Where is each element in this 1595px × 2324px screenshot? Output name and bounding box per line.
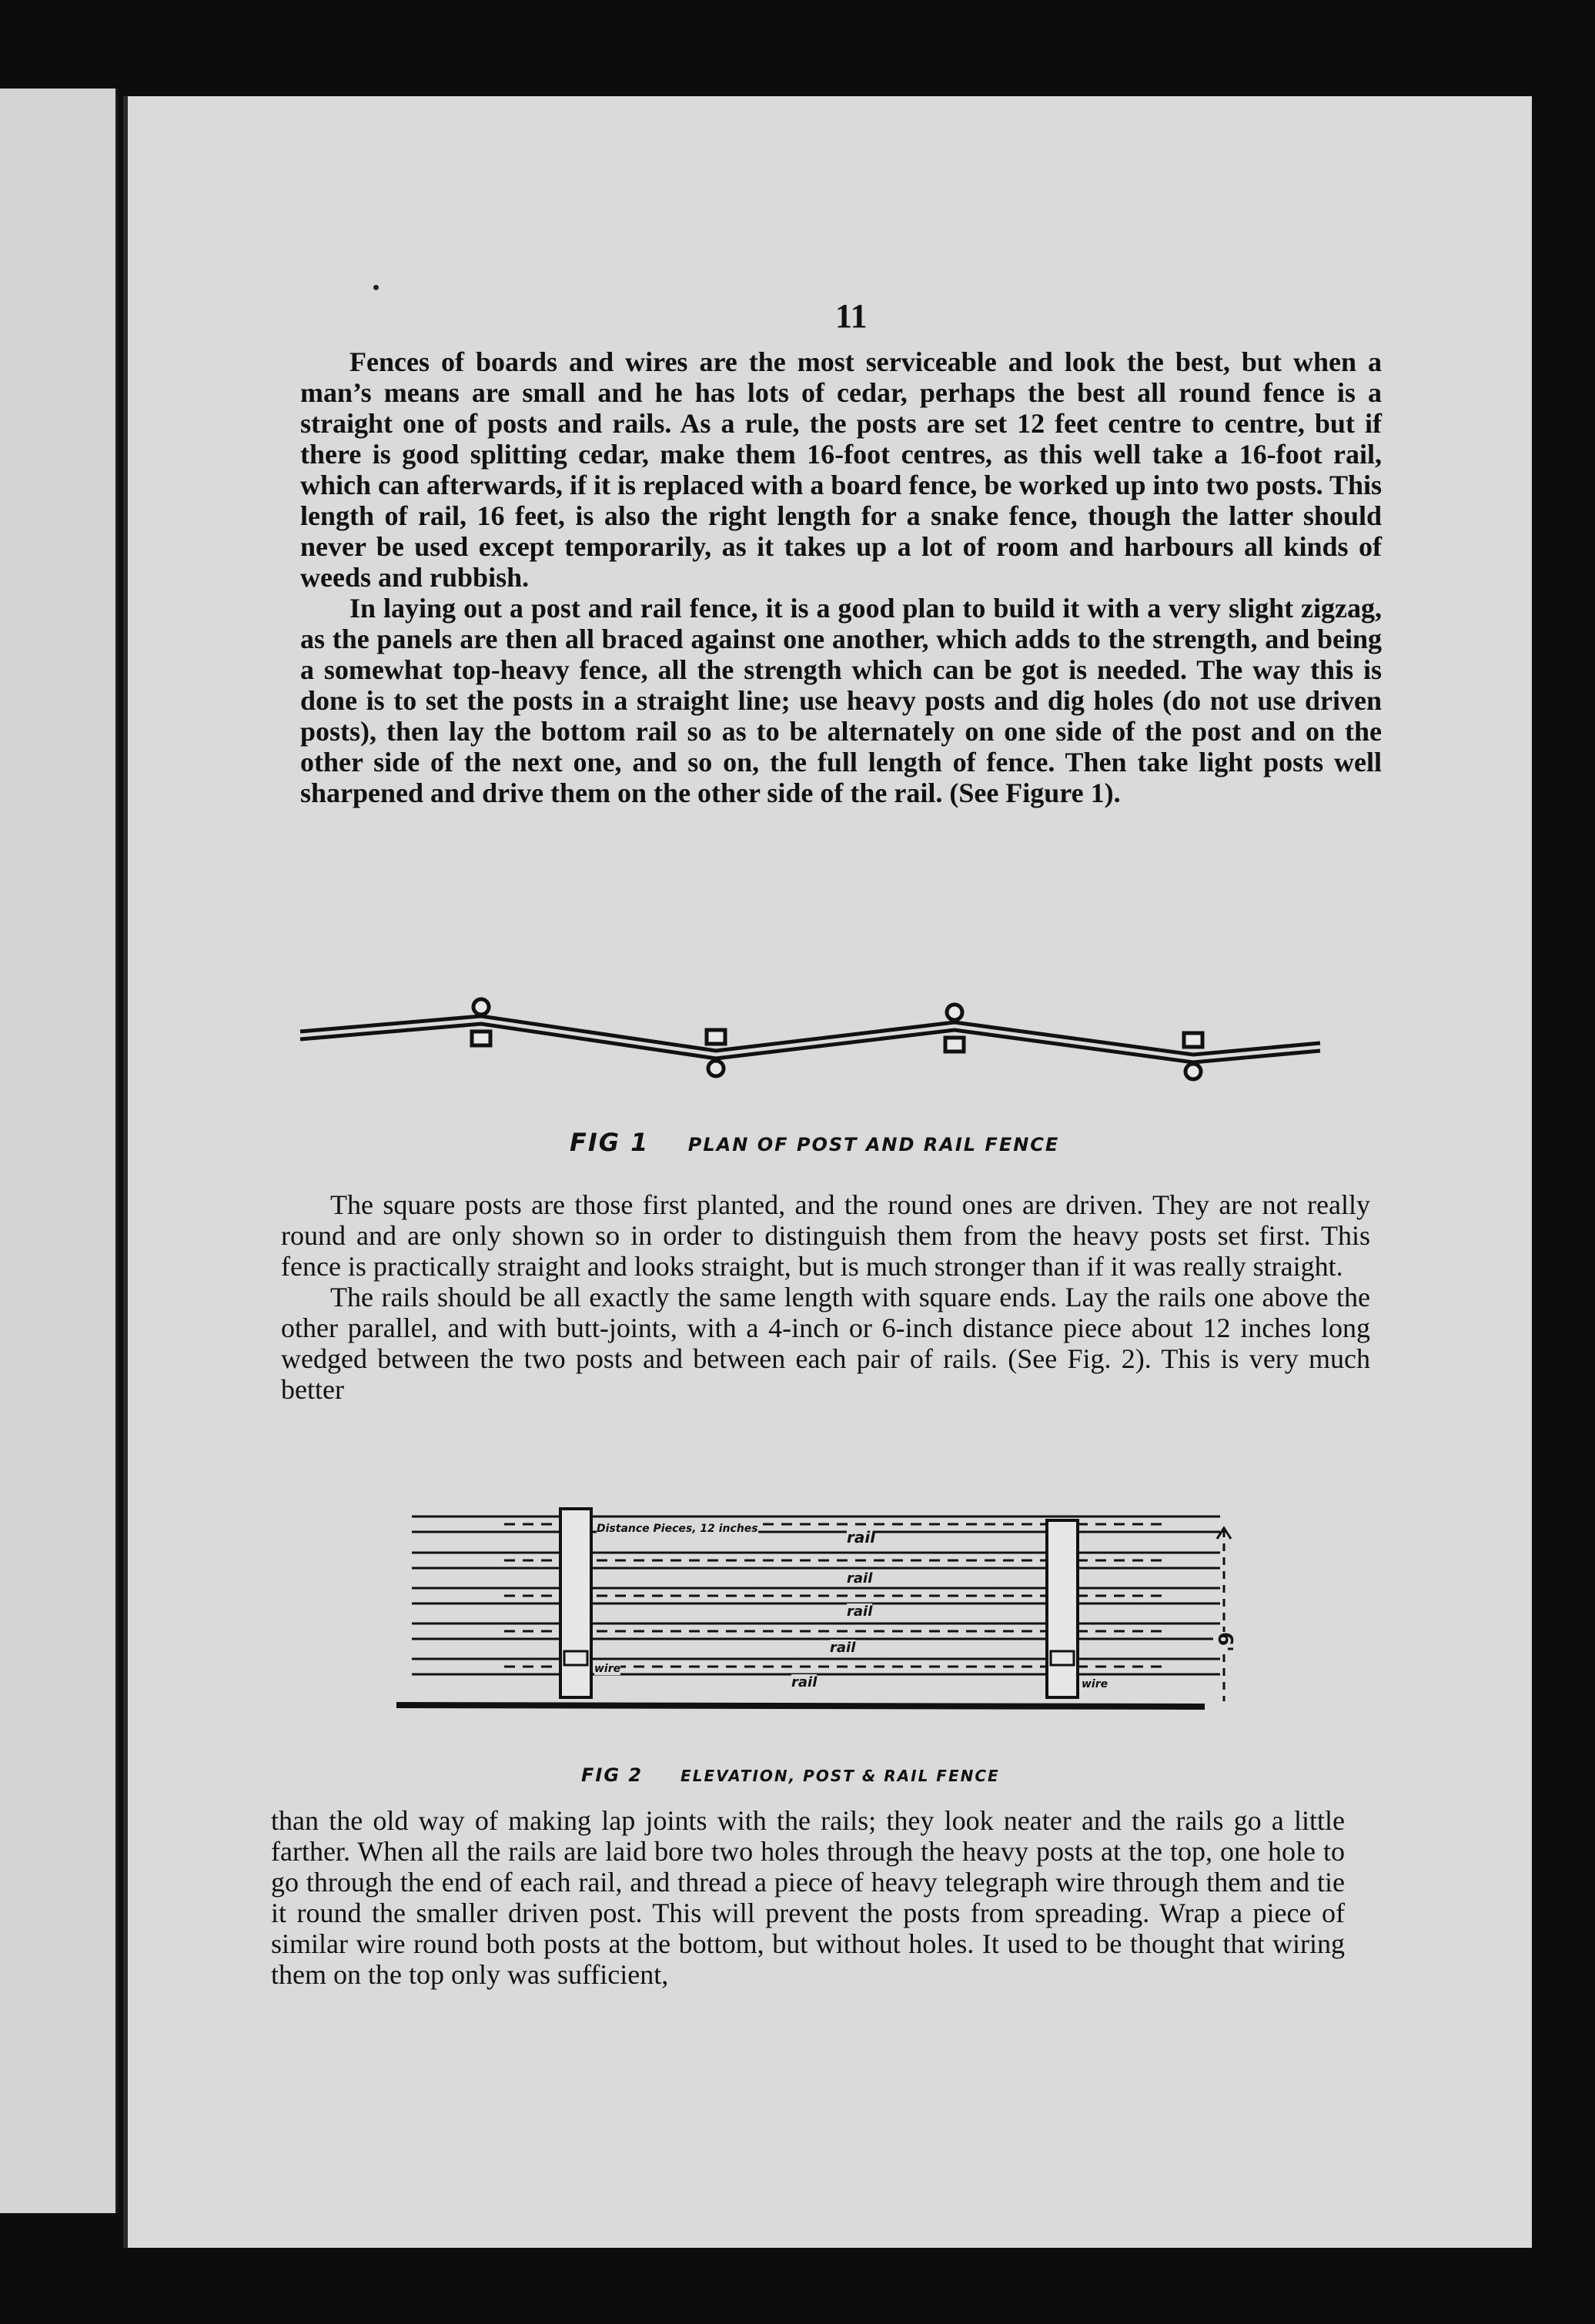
paragraph: The square posts are those first planted, and the round ones are driven. They are not really round and are only shown so in order to distinguish them from the heavy posts set first. This fence is practically straight and looks straight, but is much stronger than if it was really straight. (281, 1189, 1370, 1282)
figure-1-plan-drawing (296, 993, 1336, 1101)
paragraph: In laying out a post and rail fence, it is a good plan to build it with a very slight zigzag, as the panels are then all braced against one another, which adds to the strength, and being a somewhat top-heavy fence, all the strength which can be got is needed. The way this is done is to set the posts in a straight line; use heavy posts and dig holes (do not use driven posts), then lay the bottom rail so as to be alternately on one side of the post and on the other side of the next one, and so on, the full length of fence. Then take light posts well sharpened and drive them on the other side of the rail. (See Figure 1). (300, 593, 1382, 808)
rail-label: rail (847, 1603, 873, 1620)
text-block-middle (281, 1189, 1370, 1405)
ink-speck (373, 285, 379, 290)
figure-2-id: FIG 2 (581, 1764, 644, 1786)
figure-2-title: ELEVATION, POST & RAIL FENCE (680, 1767, 1000, 1785)
rail-label: rail (847, 1528, 876, 1547)
wire-label-left: wire (594, 1663, 621, 1675)
text-block-bottom (271, 1805, 1345, 1990)
figure-1-caption (570, 1128, 1073, 1157)
text-block-top (300, 346, 1382, 808)
paragraph: The rails should be all exactly the same length with square ends. Lay the rails one above the other parallel, and with butt-joints, with a 4-inch or 6-inch distance piece about 12 inches long wedged between the two posts and between each pair of rails. (See Fig. 2). This is very much better (281, 1282, 1370, 1405)
figure-1-id: FIG 1 (570, 1128, 650, 1157)
rail-label: rail (791, 1674, 818, 1690)
rail-label: rail (847, 1570, 873, 1587)
facing-page-edge (0, 89, 119, 2213)
figure-2-elevation-drawing (396, 1505, 1259, 1744)
page-number: 11 (835, 297, 868, 335)
height-label: 6' (1213, 1631, 1237, 1653)
paragraph: than the old way of making lap joints with the rails; they look neater and the rails go a little farther. When all the rails are laid bore two holes through the heavy posts at the top, one hole to go through the end of each rail, and thread a piece of heavy telegraph wire through them and tie it round the smaller driven post. This will prevent the posts from spreading. Wrap a piece of similar wire round both posts at the bottom, but without holes. It used to be thought that wiring them on the top only was sufficient, (271, 1805, 1345, 1990)
paragraph: Fences of boards and wires are the most serviceable and look the best, but when a man’s means are small and he has lots of cedar, perhaps the best all round fence is a straight one of posts and rails. As a rule, the posts are set 12 feet centre to centre, but if there is good splitting cedar, make them 16-foot centres, as this well take a 16-foot rail, which can afterwards, if it is replaced with a board fence, be worked up into two posts. This length of rail, 16 feet, is also the right length for a snake fence, though the latter should never be used except temporarily, as it takes up a lot of room and harbours all kinds of weeds and rubbish. (300, 346, 1382, 593)
figure-2-caption (581, 1764, 1014, 1786)
rail-label: rail (830, 1640, 856, 1656)
wire-label-right: wire (1082, 1678, 1108, 1690)
figure-1-title: PLAN OF POST AND RAIL FENCE (687, 1134, 1060, 1155)
distance-pieces-label: Distance Pieces, 12 inches (597, 1523, 758, 1535)
